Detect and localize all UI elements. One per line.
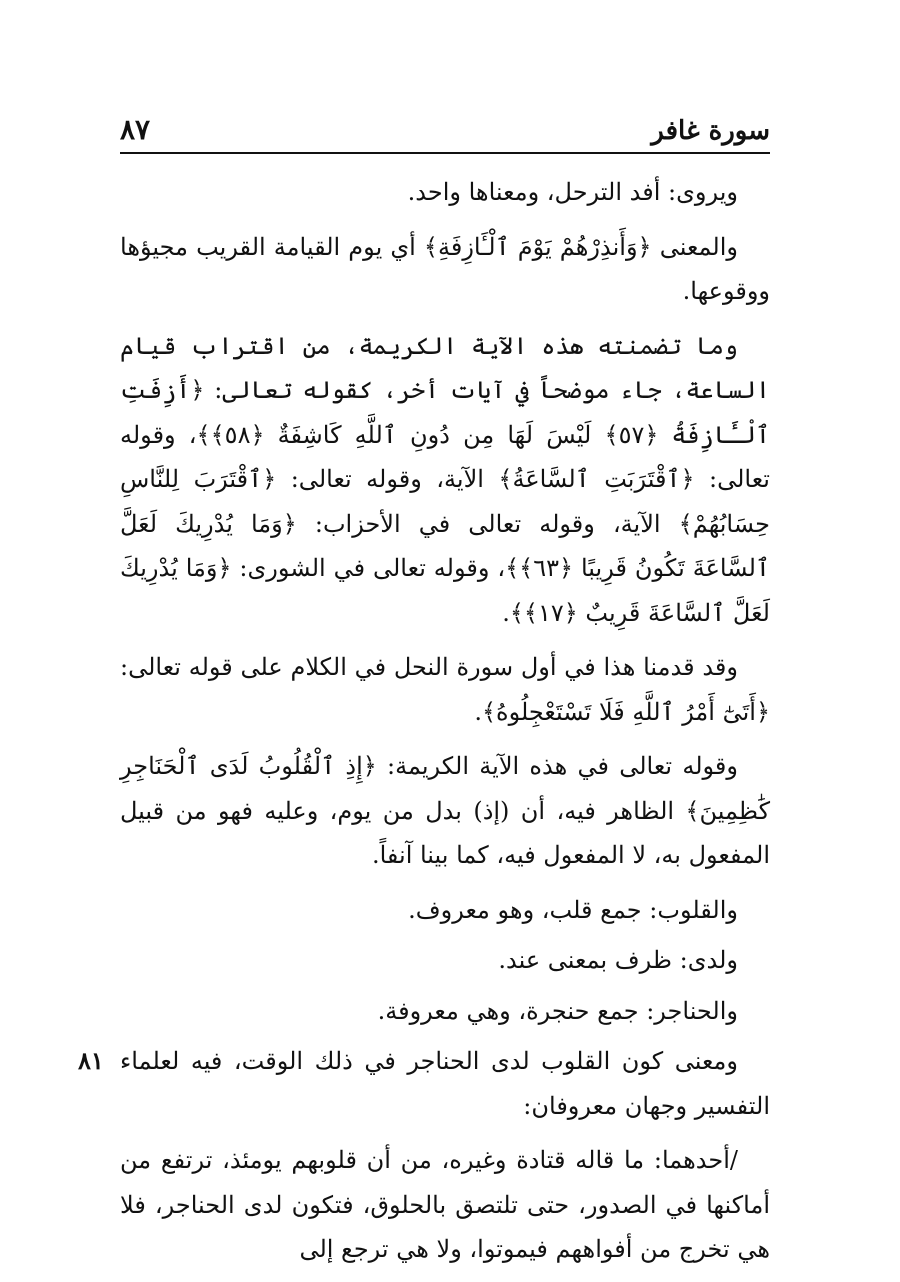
paragraph: والحناجر: جمع حنجرة، وهي معروفة. <box>377 996 738 1025</box>
paragraph: ومعنى كون القلوب لدى الحناجر في ذلك الوقت، فيه لعلماء التفسير وجهان معروفان: <box>120 1047 770 1120</box>
paragraph: والقلوب: جمع قلب، وهو معروف. <box>408 895 738 924</box>
paragraph: ويروى: أفد الترحل، ومعناها واحد. <box>407 178 738 206</box>
paragraph: /أحدهما: ما قاله قتادة وغيره، من أن قلوبهم يومئذ، ترتفع من أماكنها في الصدور، حتى تلتصق بالحلوق، فتكون لدى الحناجر، فلا هي تخرج من أفواههم فيموتوا، ولا هي ترجع إلى <box>120 1146 770 1263</box>
paragraph: والمعنى ﴿وَأَنذِرْهُمْ يَوْمَ ٱلْـَٔازِفَةِ﴾ أي يوم القيامة القريب مجيؤها ووقوعها. <box>120 232 770 305</box>
paragraph: ولدى: ظرف بمعنى عند. <box>498 946 738 974</box>
paragraph: وقد قدمنا هذا في أول سورة النحل في الكلام على قوله تعالى: ﴿أَتَىٰٓ أَمْرُ ٱللَّهِ فَلَا تَسْتَعْجِلُوهُ﴾. <box>120 653 770 726</box>
margin-reference-number: ٨١ <box>78 1046 104 1075</box>
text-body <box>120 170 770 1282</box>
paragraph: وما تضمنته هذه الآية الكريمة، من اقتراب قيام الساعة، جاء موضحاً في آيات أخر، كقوله تعالى: ﴿أَزِفَتِ ٱلْـَٔازِفَةُ ﴿٥٧﴾ لَيْسَ لَهَا مِن دُونِ ٱللَّهِ كَاشِفَةٌ ﴿٥٨﴾﴾، وقوله تعالى: ﴿ٱقْتَرَبَتِ ٱلسَّاعَةُ﴾ الآية، وقوله تعالى: ﴿ٱقْتَرَبَ لِلنَّاسِ حِسَابُهُمْ﴾ الآية، وقوله تعالى في الأحزاب: ﴿وَمَا يُدْرِيكَ لَعَلَّ ٱلسَّاعَةَ تَكُونُ قَرِيبًا ﴿٦٣﴾﴾، وقوله تعالى في الشورى: ﴿وَمَا يُدْرِيكَ لَعَلَّ ٱلسَّاعَةَ قَرِيبٌ ﴿١٧﴾﴾. <box>120 331 770 627</box>
paragraph: وقوله تعالى في هذه الآية الكريمة: ﴿إِذِ ٱلْقُلُوبُ لَدَى ٱلْحَنَاجِرِ كَٰظِمِينَ﴾ الظاهر فيه، أن (إذ) بدل من يوم، وعليه فهو من قبيل المفعول به، لا المفعول فيه، كما بينا آنفاً. <box>120 752 770 869</box>
surah-title: سورة غافر <box>651 116 770 146</box>
page-number: ٨٧ <box>120 113 151 146</box>
page-header <box>120 112 770 154</box>
